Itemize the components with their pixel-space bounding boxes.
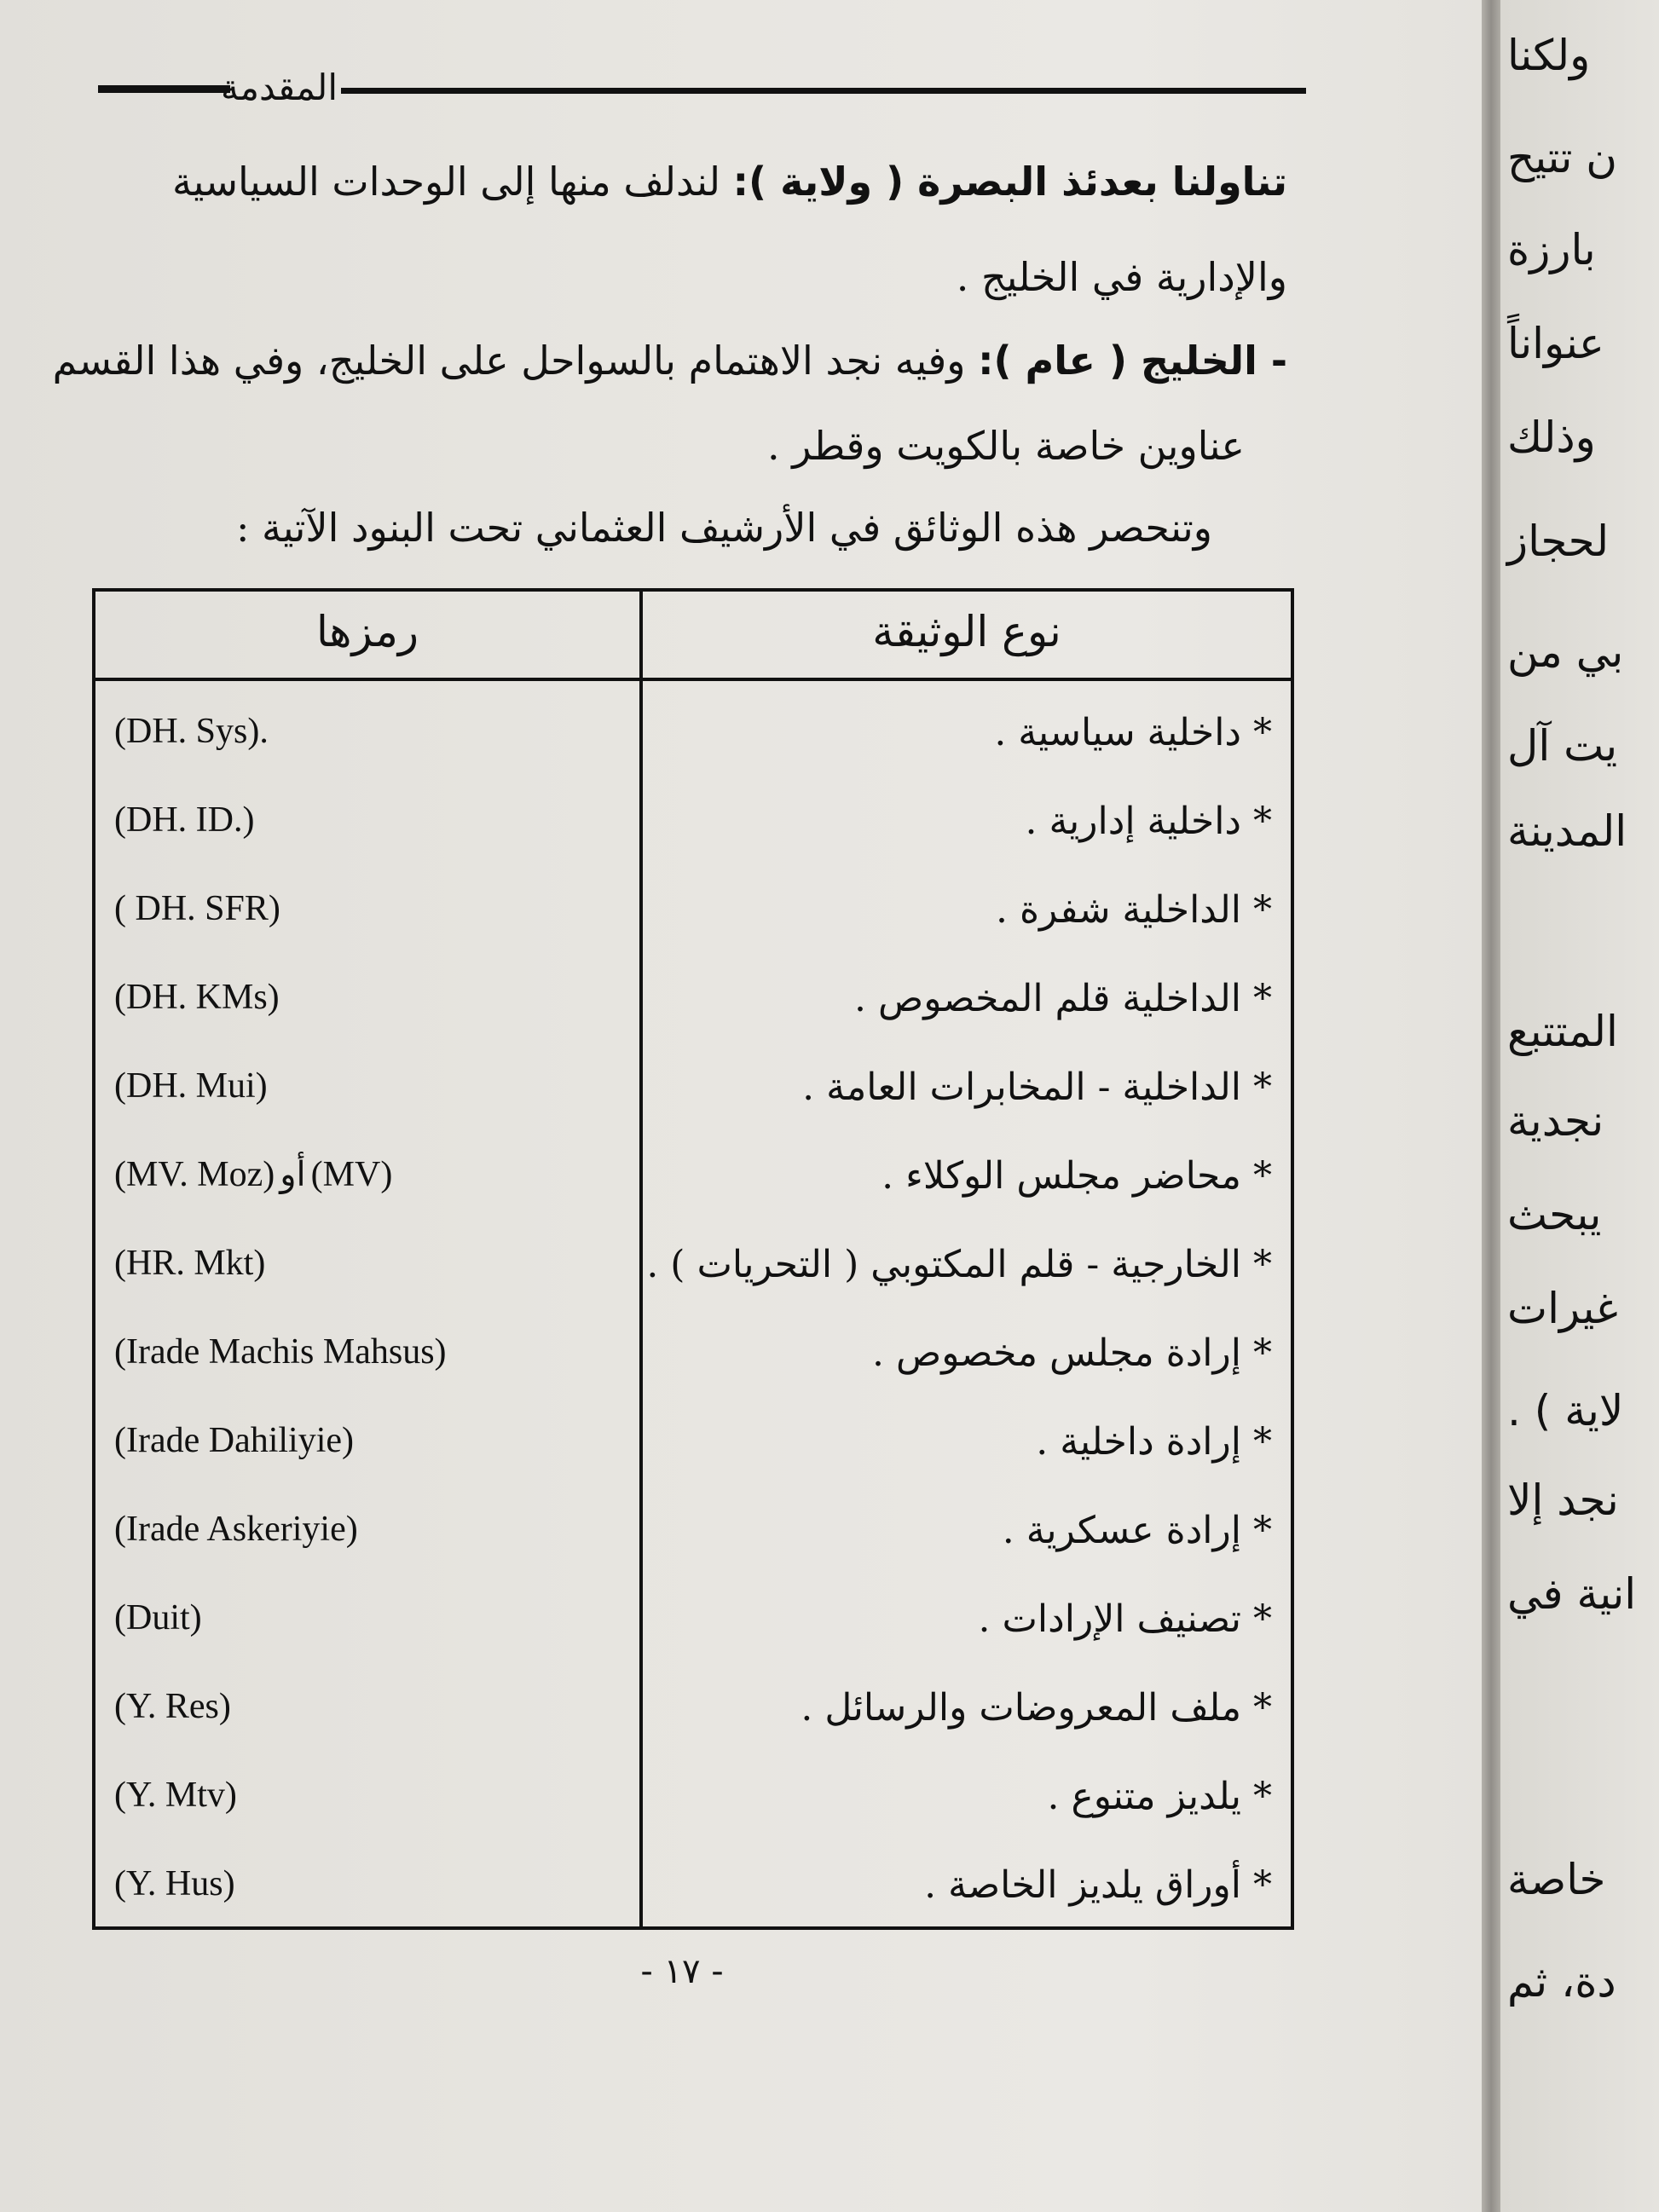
type-cell: * الداخلية شفرة . — [996, 888, 1272, 932]
adjacent-line: خاصة — [1507, 1855, 1606, 1904]
code-cell — [114, 1154, 392, 1195]
paragraph-line-3 — [52, 338, 1287, 384]
adjacent-line: نجدية — [1507, 1096, 1604, 1146]
code-cell: (DH. Mui) — [114, 1066, 268, 1106]
adjacent-line: لاية ) . — [1507, 1386, 1624, 1435]
type-cell: * داخلية إدارية . — [1025, 800, 1272, 843]
adjacent-line: وذلك — [1507, 413, 1596, 462]
adjacent-line: عنواناً — [1507, 319, 1604, 368]
adjacent-line: غيرات — [1507, 1284, 1618, 1333]
code-cell: (Duit) — [114, 1598, 202, 1637]
book-gutter — [1482, 0, 1500, 2212]
table-row — [95, 1243, 1291, 1331]
table-row — [95, 977, 1291, 1066]
line-1-text: لندلف منها إلى الوحدات السياسية — [171, 159, 733, 205]
code-cell: (Y. Res) — [114, 1687, 231, 1726]
adjacent-line: المتتبع — [1507, 1007, 1618, 1056]
code-cell: (DH. Sys). — [114, 712, 269, 751]
adjacent-line: يت آل — [1507, 721, 1618, 771]
type-cell: * داخلية سياسية . — [994, 711, 1272, 754]
table-row — [95, 1597, 1291, 1686]
table-row — [95, 800, 1291, 888]
adjacent-line: بارزة — [1507, 225, 1596, 274]
code-alternate: (MV) — [310, 1155, 393, 1194]
type-cell: * تصنيف الإرادات . — [978, 1597, 1272, 1641]
type-cell: * ملف المعروضات والرسائل . — [801, 1686, 1272, 1730]
table-row — [95, 1420, 1291, 1509]
paragraph-line-4: عناوين خاصة بالكويت وقطر . — [767, 423, 1245, 469]
code-cell: (DH. KMs) — [114, 978, 280, 1017]
code-cell: (Irade Askeriyie) — [114, 1510, 358, 1549]
code-connector: أو — [280, 1155, 306, 1194]
document-codes-table — [92, 588, 1294, 1930]
table-row — [95, 1331, 1291, 1420]
adjacent-line: انية في — [1507, 1569, 1637, 1619]
type-cell: * إرادة عسكرية . — [1002, 1509, 1272, 1552]
header-rule-left — [98, 85, 230, 93]
adjacent-line: دة، ثم — [1507, 1957, 1616, 2007]
table-row — [95, 1066, 1291, 1154]
table-row — [95, 1863, 1291, 1952]
code-cell: (DH. ID.) — [114, 800, 255, 840]
code-cell: (Y. Mtv) — [114, 1776, 237, 1815]
code-cell: (Irade Machis Mahsus) — [114, 1332, 447, 1372]
table-row — [95, 711, 1291, 800]
code-cell: (HR. Mkt) — [114, 1244, 266, 1283]
type-cell: * محاضر مجلس الوكلاء . — [882, 1154, 1272, 1198]
adjacent-line: ن تتيح — [1507, 133, 1617, 182]
header-divider — [95, 678, 1291, 681]
table-row — [95, 1154, 1291, 1243]
paragraph-line-5: وتنحصر هذه الوثائق في الأرشيف العثماني تحت البنود الآتية : — [235, 505, 1212, 551]
type-cell: * الداخلية قلم المخصوص . — [854, 977, 1272, 1020]
adjacent-line: يبحث — [1507, 1190, 1602, 1239]
table-row — [95, 1775, 1291, 1863]
code-cell: (Irade Dahiliyie) — [114, 1421, 355, 1460]
line-3-text: وفيه نجد الاهتمام بالسواحل على الخليج، وفي هذا القسم — [52, 338, 979, 384]
bold-heading-basra: تناولنا بعدئذ البصرة ( ولاية ): — [732, 159, 1287, 205]
header-rule-right — [341, 88, 1306, 94]
type-cell: * إرادة مجلس مخصوص . — [872, 1331, 1272, 1375]
type-cell: * يلديز متنوع . — [1047, 1775, 1272, 1818]
type-cell: * أوراق يلديز الخاصة . — [924, 1863, 1272, 1907]
paragraph-line-2: والإدارية في الخليج . — [956, 254, 1287, 300]
table-row — [95, 1686, 1291, 1775]
table-row — [95, 1509, 1291, 1597]
type-cell: * الداخلية - المخابرات العامة . — [802, 1066, 1272, 1109]
page-number: - ١٧ - — [640, 1952, 724, 1991]
type-cell: * إرادة داخلية . — [1036, 1420, 1272, 1464]
code-primary: (MV. Moz) — [114, 1155, 275, 1194]
table-row — [95, 888, 1291, 977]
header-code: رمزها — [315, 607, 419, 656]
adjacent-line: بي من — [1507, 627, 1624, 677]
header-document-type: نوع الوثيقة — [872, 607, 1061, 656]
adjacent-line: المدينة — [1507, 806, 1627, 856]
code-cell: (Y. Hus) — [114, 1864, 235, 1903]
paragraph-line-1 — [171, 159, 1287, 205]
adjacent-line: لحجاز — [1507, 517, 1610, 566]
adjacent-line: نجد إلا — [1507, 1476, 1619, 1525]
adjacent-line: ولكنا — [1507, 31, 1591, 80]
bold-heading-gulf: - الخليج ( عام ): — [978, 338, 1287, 384]
adjacent-page-edge — [1500, 0, 1659, 2212]
code-cell: ( DH. SFR) — [114, 889, 280, 928]
running-head: المقدمة — [220, 66, 338, 108]
type-cell: * الخارجية - قلم المكتوبي ( التحريات ) . — [646, 1243, 1272, 1286]
